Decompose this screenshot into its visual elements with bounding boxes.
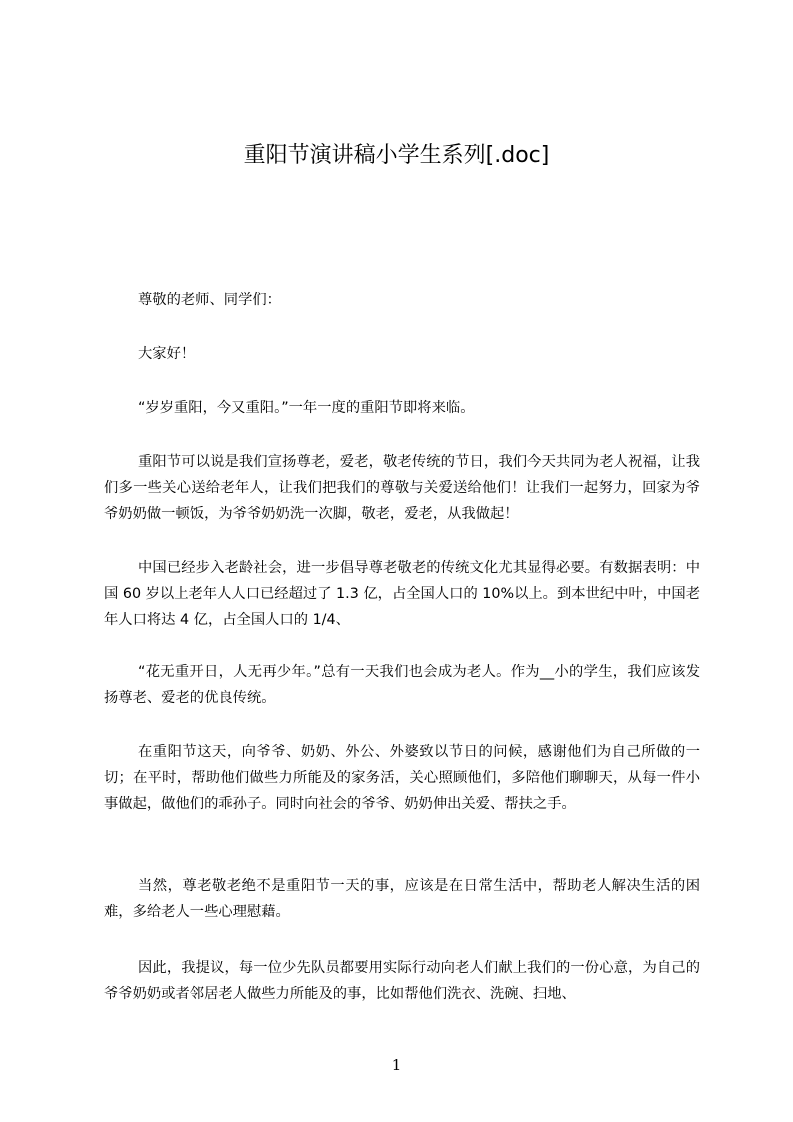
document-title: 重阳节演讲稿小学生系列[.doc]	[243, 143, 550, 168]
paragraph-salutation: 尊敬的老师、同学们：	[138, 292, 281, 308]
paragraph-greeting: 大家好！	[138, 346, 196, 362]
paragraph-aging-society: 中国已经步入老龄社会，进一步倡导尊老敬老的传统文化尤其显得必要。有数据表明：中国 60 岁以上老年人人口已经超过了 1.3 亿，占全国人口的 10%以上。到本世纪中叶，中国老年人口将达 4 亿，占全国人口的 1/4、	[104, 560, 700, 628]
paragraph-daily-care: 当然，尊老敬老绝不是重阳节一天的事，应该是在日常生活中，帮助老人解决生活的困难，多给老人一些心理慰藉。	[104, 878, 700, 920]
paragraph-quote-opening: “岁岁重阳，今又重阳。”一年一度的重阳节即将来临。	[138, 400, 475, 416]
page-number: 1	[391, 1056, 402, 1074]
paragraph-proposal: 因此，我提议，每一位少先队员都要用实际行动向老人们献上我们的一份心意，为自己的爷爷奶奶或者邻居老人做些力所能及的事，比如帮他们洗衣、洗碗、扫地、	[104, 960, 700, 1002]
paragraph-festival-meaning: 重阳节可以说是我们宣扬尊老，爱老，敬老传统的节日，我们今天共同为老人祝福，让我们多一些关心送给老年人，让我们把我们的尊敬与关爱送给他们！让我们一起努力，回家为爷爷奶奶做一顿饭，为爷爷奶奶洗一次脚，敬老，爱老，从我做起！	[104, 454, 700, 522]
paragraph-festival-actions: 在重阳节这天，向爷爷、奶奶、外公、外婆致以节日的问候，感谢他们为自己所做的一切；在平时，帮助他们做些力所能及的家务活，关心照顾他们，多陪他们聊聊天，从每一件小事做起，做他们的乖孙子。同时向社会的爷爷、奶奶伸出关爱、帮扶之手。	[104, 744, 700, 812]
paragraph-quote-youth: “花无重开日，人无再少年。”总有一天我们也会成为老人。作为__小的学生，我们应该发扬尊老、爱老的优良传统。	[104, 664, 700, 706]
